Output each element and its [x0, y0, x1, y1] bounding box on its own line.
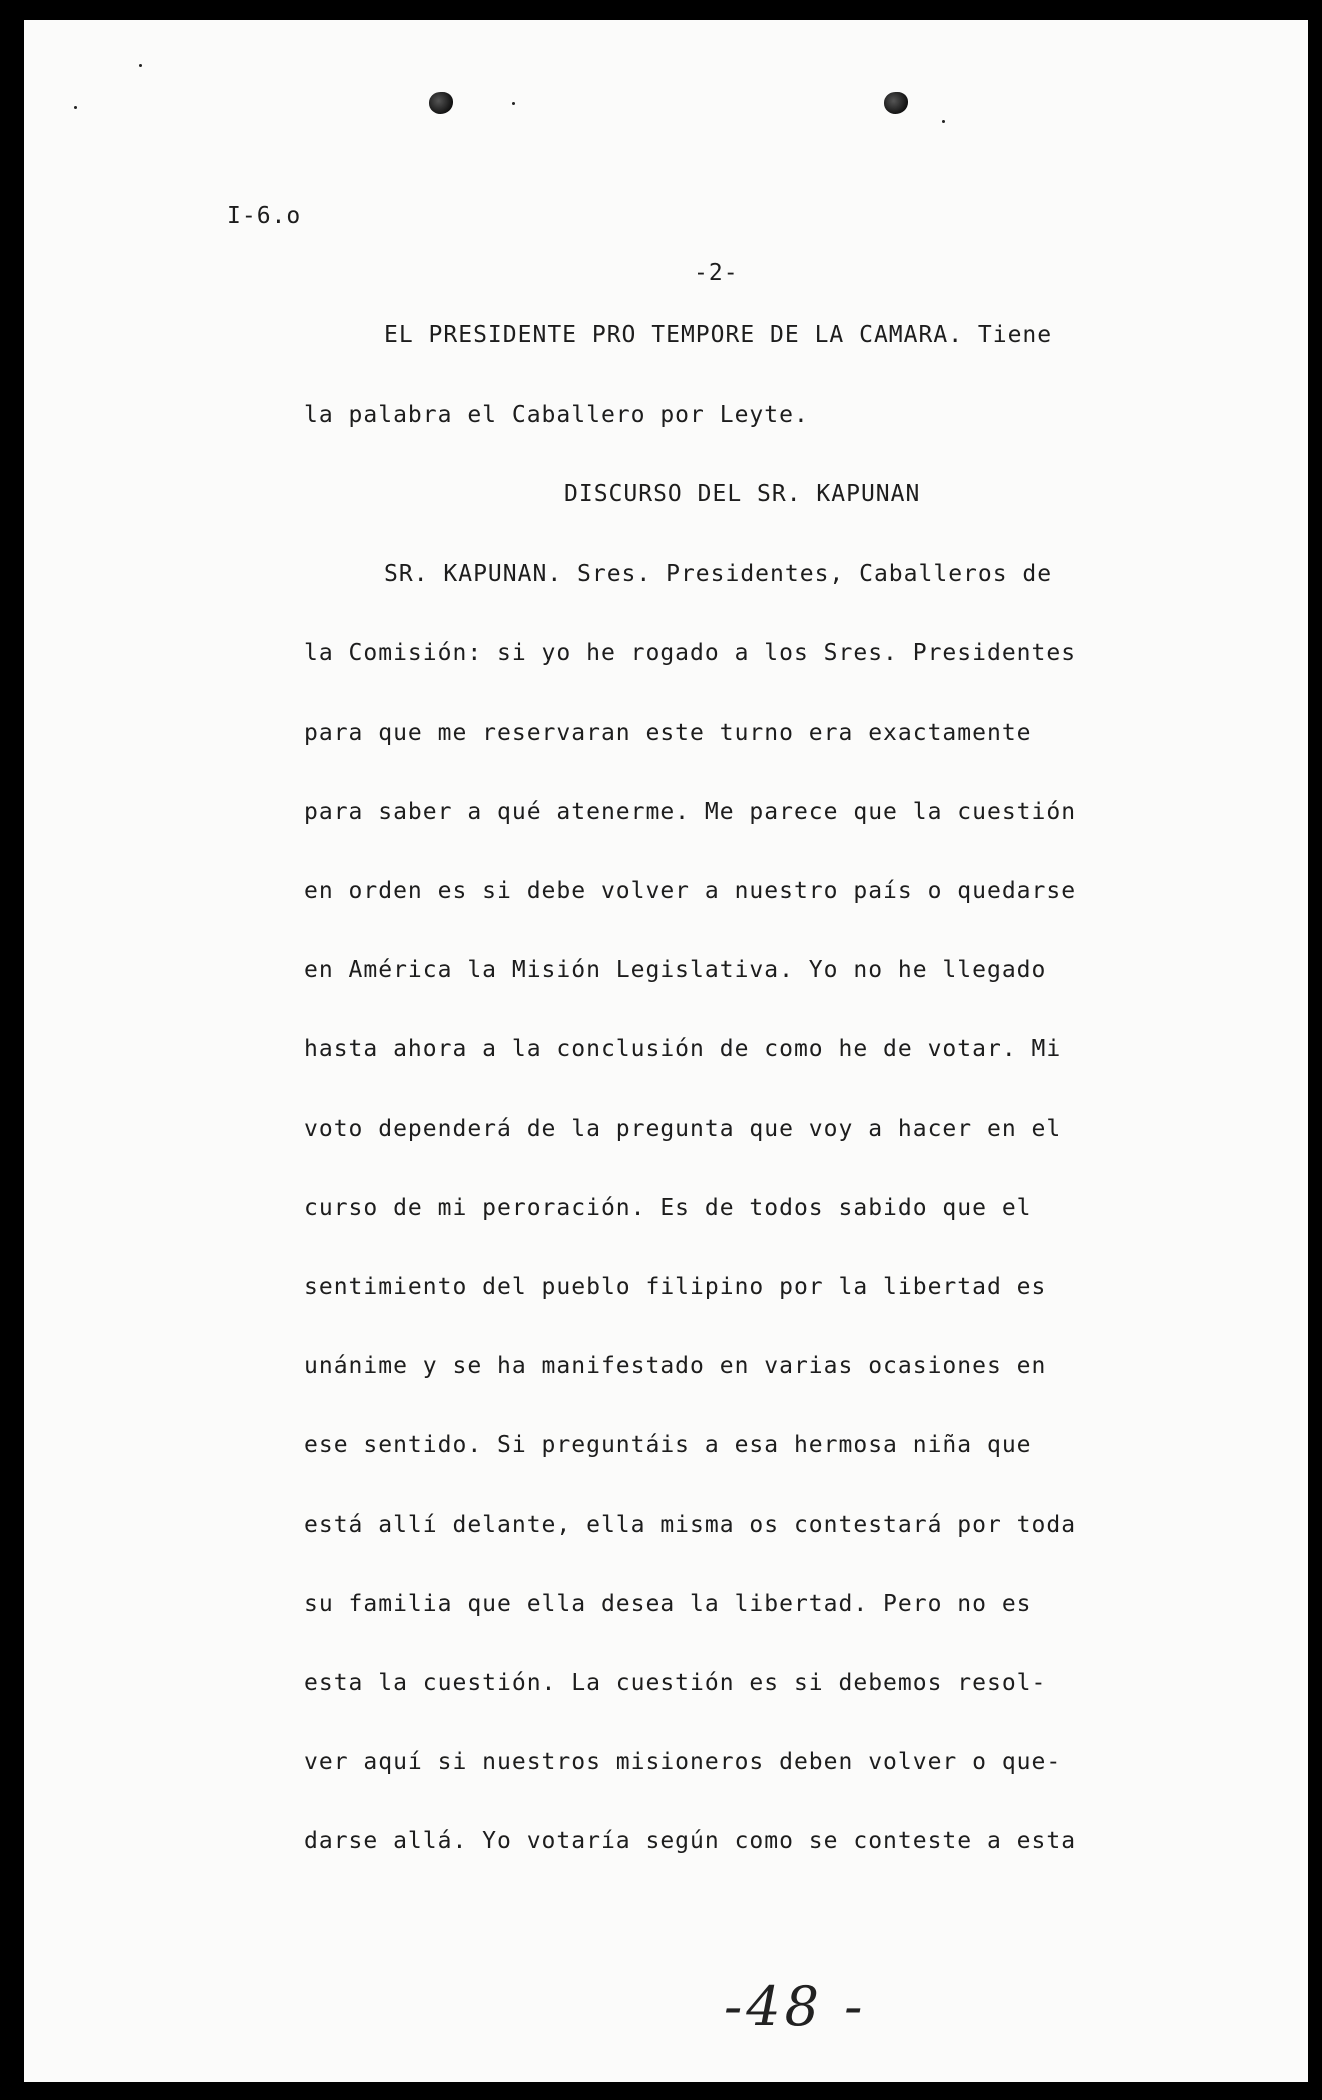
- text-line: sentimiento del pueblo filipino por la libertad es: [304, 1274, 1047, 1300]
- text-line: darse allá. Yo votaría según como se conteste a esta: [304, 1828, 1077, 1854]
- text-line: esta la cuestión. La cuestión es si debemos resol-: [304, 1670, 1047, 1696]
- text-line: curso de mi peroración. Es de todos sabido que el: [304, 1195, 1032, 1221]
- text-line: ver aquí si nuestros misioneros deben volver o que-: [304, 1749, 1062, 1775]
- text-line: EL PRESIDENTE PRO TEMPORE DE LA CAMARA. Tiene: [384, 322, 1053, 348]
- text-line: en orden es si debe volver a nuestro país o quedarse: [304, 878, 1077, 904]
- text-line: para que me reservaran este turno era exactamente: [304, 720, 1032, 746]
- handwritten-page-number: -48 -: [724, 1975, 867, 2038]
- text-line: la Comisión: si yo he rogado a los Sres. Presidentes: [304, 640, 1077, 666]
- text-line: unánime y se ha manifestado en varias ocasiones en: [304, 1353, 1047, 1379]
- text-line: la palabra el Caballero por Leyte.: [304, 402, 809, 428]
- text-line: hasta ahora a la conclusión de como he de votar. Mi: [304, 1036, 1062, 1062]
- text-line: ese sentido. Si preguntáis a esa hermosa niña que: [304, 1432, 1032, 1458]
- ink-speck: [942, 120, 945, 123]
- punch-hole-left: [429, 92, 453, 114]
- ink-speck: [139, 64, 142, 67]
- ink-speck: [74, 106, 77, 109]
- text-line: para saber a qué atenerme. Me parece que la cuestión: [304, 799, 1077, 825]
- text-line: voto dependerá de la pregunta que voy a hacer en el: [304, 1116, 1062, 1142]
- punch-hole-right: [884, 92, 908, 114]
- document-page: [24, 20, 1308, 2082]
- page-number: -2-: [694, 260, 739, 286]
- text-line: está allí delante, ella misma os contestará por toda: [304, 1512, 1077, 1538]
- text-line: en América la Misión Legislativa. Yo no he llegado: [304, 957, 1047, 983]
- document-reference: I-6.o: [227, 203, 302, 229]
- text-line: su familia que ella desea la libertad. Pero no es: [304, 1591, 1032, 1617]
- section-heading: DISCURSO DEL SR. KAPUNAN: [564, 481, 921, 507]
- text-line: SR. KAPUNAN. Sres. Presidentes, Caballeros de: [384, 561, 1053, 587]
- ink-speck: [512, 102, 515, 105]
